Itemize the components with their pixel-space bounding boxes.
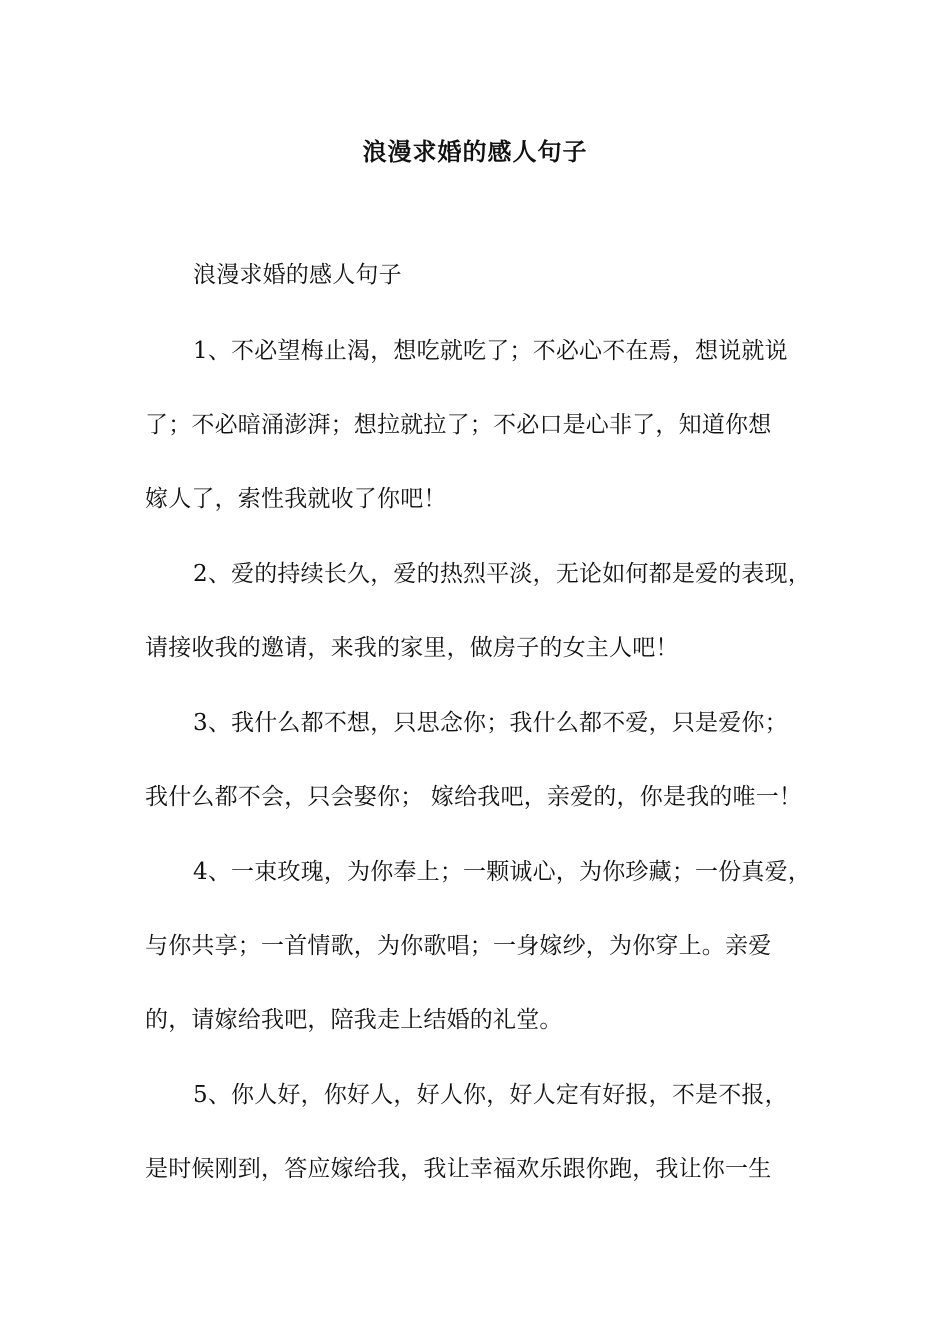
- text-line: 是时候刚到，答应嫁给我，我让幸福欢乐跟你跑，我让你一生: [145, 1156, 772, 1182]
- text-line: 我什么都不会，只会娶你； 嫁给我吧，亲爱的，你是我的唯一！: [145, 784, 803, 810]
- text-line: 2、爱的持续长久，爱的热烈平淡，无论如何都是爱的表现，: [193, 561, 812, 587]
- text-line: 了；不必暗涌澎湃；想拉就拉了；不必口是心非了，知道你想: [145, 412, 772, 438]
- text-line: 4、一束玫瑰，为你奉上；一颗诚心，为你珍藏；一份真爱，: [193, 859, 812, 885]
- text-line: 1、不必望梅止渴，想吃就吃了；不必心不在焉，想说就说: [193, 338, 788, 364]
- subtitle-line: 浪漫求婚的感人句子: [193, 262, 402, 288]
- text-line: 请接收我的邀请，来我的家里，做房子的女主人吧！: [145, 635, 679, 661]
- text-line: 与你共享；一首情歌，为你歌唱；一身嫁纱，为你穿上。亲爱: [145, 933, 772, 959]
- text-line: 3、我什么都不想，只思念你；我什么都不爱，只是爱你；: [193, 710, 788, 736]
- text-line: 5、你人好，你好人，好人你，好人定有好报，不是不报，: [193, 1082, 788, 1108]
- page-title: 浪漫求婚的感人句子: [362, 137, 588, 166]
- text-line: 嫁人了，索性我就收了你吧！: [145, 486, 447, 512]
- text-line: 的，请嫁给我吧，陪我走上结婚的礼堂。: [145, 1007, 563, 1033]
